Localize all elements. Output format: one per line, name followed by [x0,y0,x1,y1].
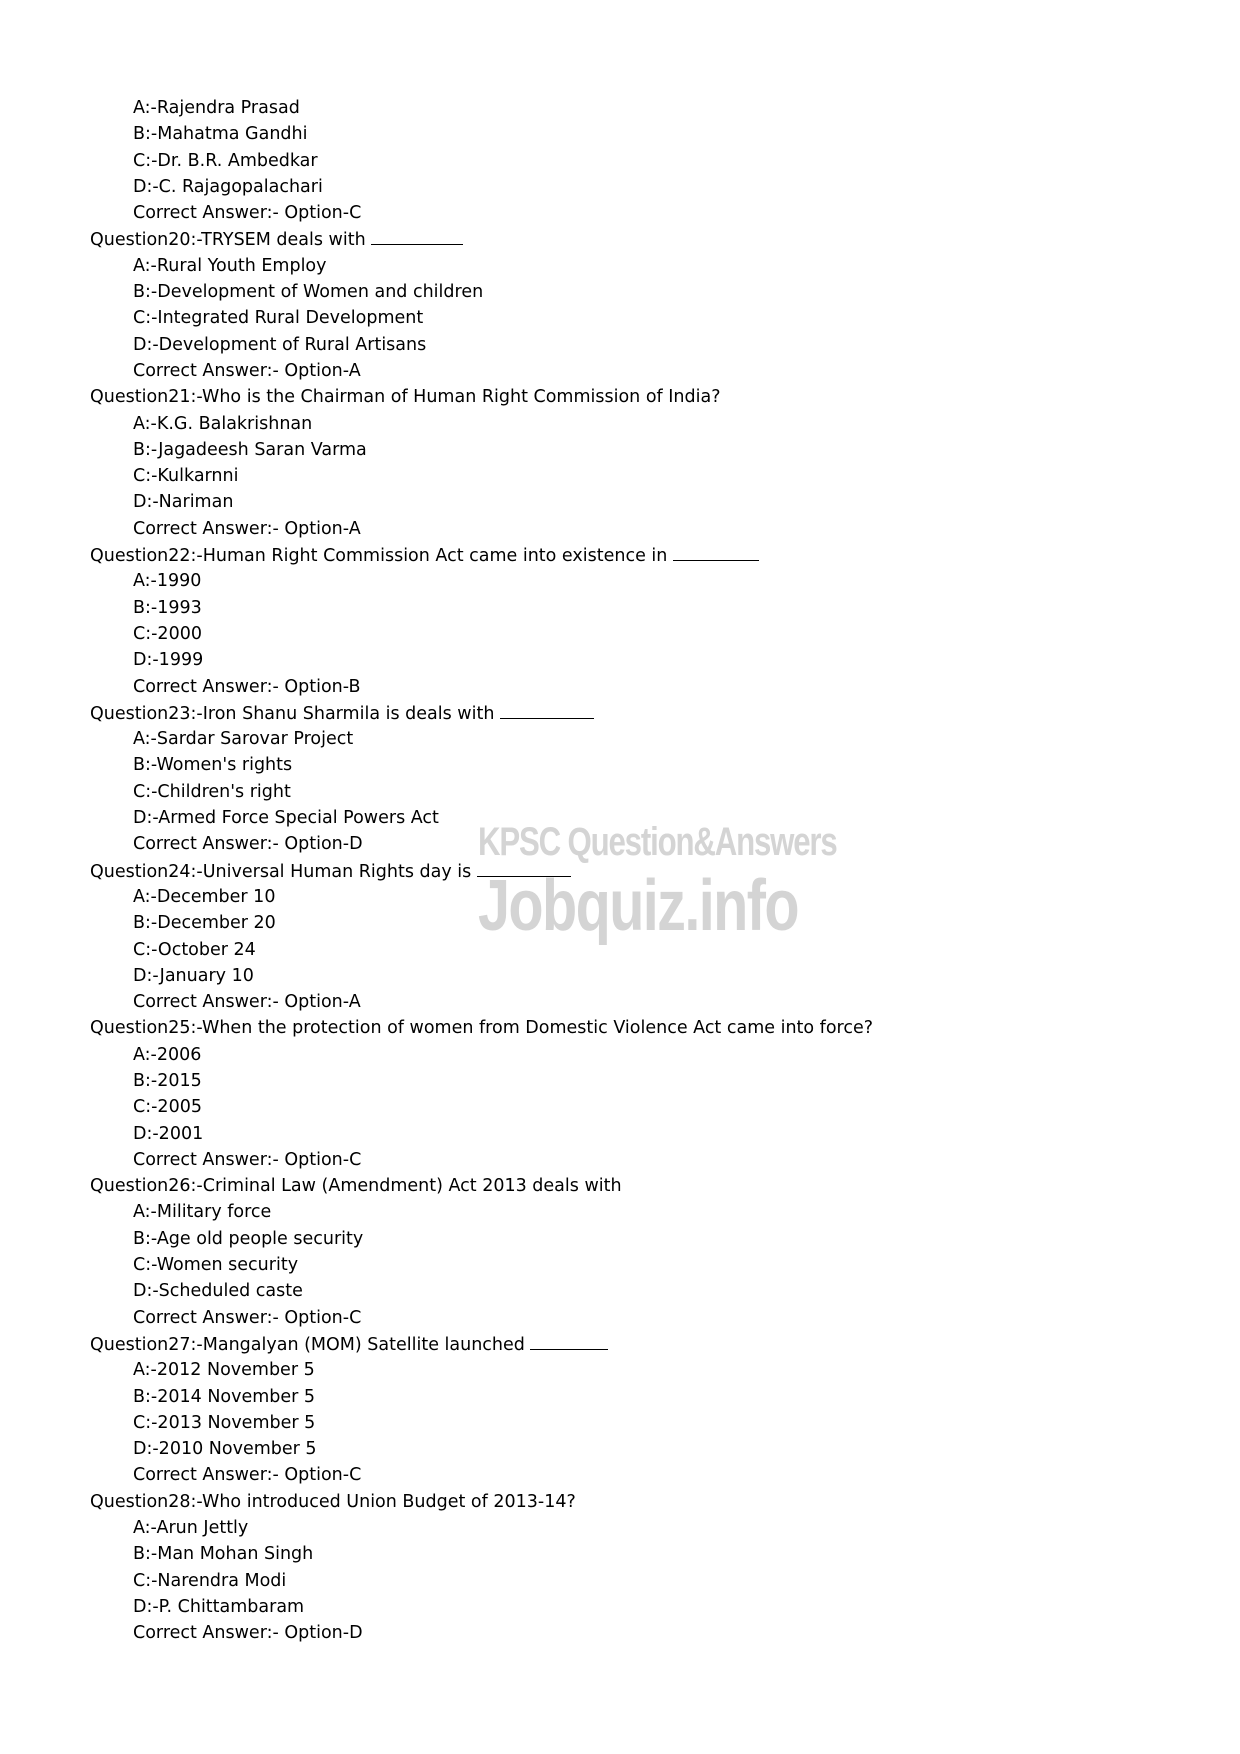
question-document [90,95,1150,1647]
question-block-23 [90,700,1150,858]
option-c: C:-Narendra Modi [133,1570,287,1591]
correct-answer: Correct Answer:- Option-C [133,1465,362,1486]
option-a: A:-Rural Youth Employ [133,255,327,276]
option-d: D:-Development of Rural Artisans [133,334,427,355]
option-a: A:-Arun Jettly [133,1518,249,1539]
question-block-26 [90,1173,1150,1331]
option-c: C:-Integrated Rural Development [133,308,424,329]
question-block-22 [90,542,1150,700]
question-text: Question26:-Criminal Law (Amendment) Act 2013 deals with [90,1176,622,1197]
option-b: B:-Development of Women and children [133,282,484,303]
carryover-block [90,95,1150,226]
option-c: C:-Women security [133,1255,299,1276]
question-block-25 [90,1015,1150,1173]
question-text: Question23:-Iron Shanu Sharmila is deals with [90,700,1150,726]
watermark-line-2: Jobquiz.info [478,866,798,946]
correct-answer: Correct Answer:- Option-C [133,203,362,224]
question-text: Question21:-Who is the Chairman of Human Right Commission of India? [90,387,721,408]
option-b: B:-Man Mohan Singh [133,1544,314,1565]
option-c: C:-2013 November 5 [133,1412,316,1433]
correct-answer: Correct Answer:- Option-D [133,1623,363,1644]
option-d: D:-2010 November 5 [133,1439,317,1460]
option-d: D:-Armed Force Special Powers Act [133,808,439,829]
question-block-21 [90,384,1150,542]
option-b: B:-2015 [133,1070,202,1091]
option-a: A:-Military force [133,1202,272,1223]
answer-blank [530,1331,608,1350]
option-b: B:-2014 November 5 [133,1386,316,1407]
question-text: Question27:-Mangalyan (MOM) Satellite launched [90,1331,1150,1357]
option-a: A:-2012 November 5 [133,1360,315,1381]
option-a: A:-K.G. Balakrishnan [133,413,313,434]
option-d: D:-Nariman [133,492,234,513]
option-d: D:-1999 [133,650,204,671]
option-b: B:-Women's rights [133,755,293,776]
option-b: B:-1993 [133,597,202,618]
option-b: B:-Mahatma Gandhi [133,124,308,145]
correct-answer: Correct Answer:- Option-B [133,676,361,697]
question-block-24 [90,858,1150,1016]
option-d: D:-Scheduled caste [133,1281,303,1302]
answer-blank [371,226,463,245]
question-text: Question20:-TRYSEM deals with [90,226,1150,252]
correct-answer: Correct Answer:- Option-C [133,1149,362,1170]
option-c: C:-2005 [133,1097,202,1118]
option-c: C:-Children's right [133,781,291,802]
option-b: B:-Age old people security [133,1228,364,1249]
question-block-27 [90,1331,1150,1489]
question-text: Question25:-When the protection of women from Domestic Violence Act came into force? [90,1018,874,1039]
option-a: A:-Sardar Sarovar Project [133,729,354,750]
option-a: A:-1990 [133,571,202,592]
option-a: A:-Rajendra Prasad [133,98,300,118]
option-c: C:-Dr. B.R. Ambedkar [133,150,318,171]
answer-blank [673,542,759,561]
question-text: Question24:-Universal Human Rights day is [90,858,1150,884]
answer-blank [477,858,571,877]
option-c: C:-2000 [133,623,202,644]
correct-answer: Correct Answer:- Option-C [133,1307,362,1328]
question-block-20 [90,226,1150,384]
option-a: A:-December 10 [133,886,276,907]
correct-answer: Correct Answer:- Option-A [133,992,361,1013]
question-text: Question22:-Human Right Commission Act came into existence in [90,542,1150,568]
option-a: A:-2006 [133,1044,202,1065]
option-d: D:-P. Chittambaram [133,1596,305,1617]
correct-answer: Correct Answer:- Option-D [133,834,363,855]
option-b: B:-Jagadeesh Saran Varma [133,439,367,460]
option-c: C:-Kulkarnni [133,466,239,487]
option-c: C:-October 24 [133,939,256,960]
answer-blank [500,700,594,719]
option-d: D:-C. Rajagopalachari [133,176,323,197]
question-text: Question28:-Who introduced Union Budget of 2013-14? [90,1491,576,1512]
option-d: D:-January 10 [133,965,254,986]
option-b: B:-December 20 [133,913,276,934]
correct-answer: Correct Answer:- Option-A [133,518,361,539]
watermark-line-1: KPSC Question&Answers [478,820,837,864]
option-d: D:-2001 [133,1123,204,1144]
correct-answer: Correct Answer:- Option-A [133,360,361,381]
question-block-28 [90,1489,1150,1647]
